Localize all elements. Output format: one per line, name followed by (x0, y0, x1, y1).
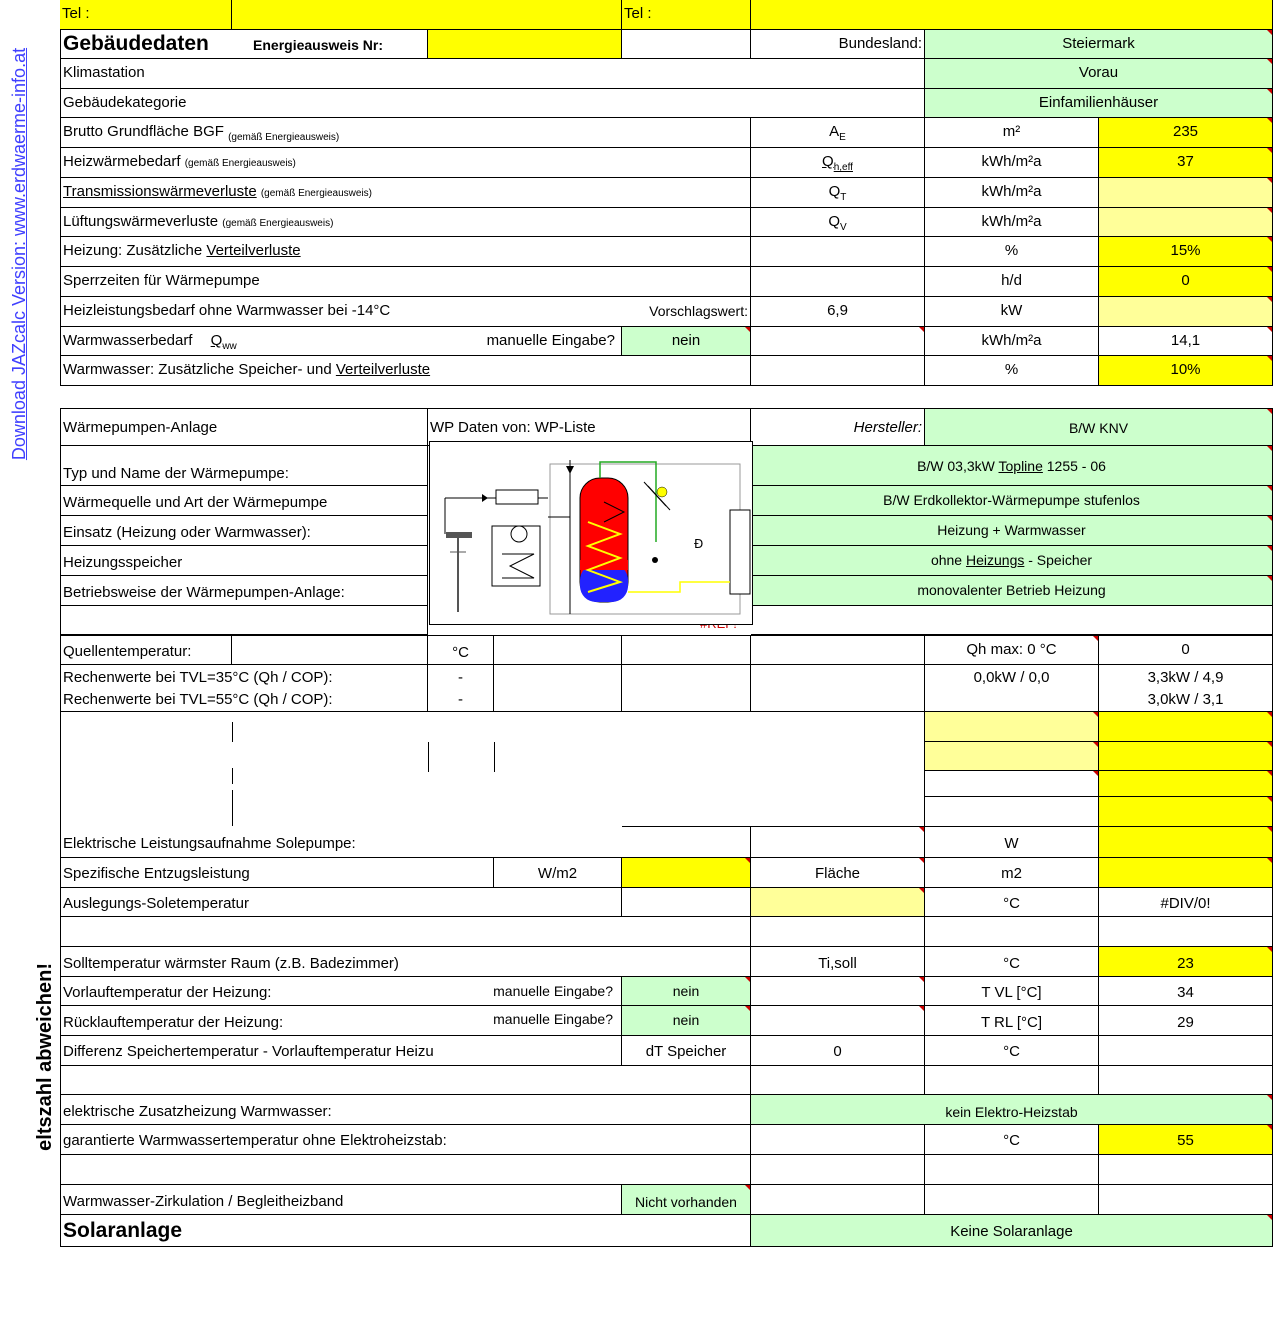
empty-cell (925, 771, 1099, 797)
garant-unit: °C (925, 1125, 1099, 1155)
heizl-vorschlag-label: Vorschlagswert: (622, 297, 751, 327)
wp-daten-von: WP Daten von: WP-Liste (428, 408, 751, 446)
ezh-label: elektrische Zusatzheizung Warmwasser: (60, 1095, 751, 1125)
typ-select[interactable]: B/W 03,3kW Topline 1255 - 06 (751, 446, 1273, 486)
tel-input-2[interactable] (751, 0, 1273, 30)
heizl-label: Heizleistungsbedarf ohne Warmwasser bei -14°C (60, 297, 622, 327)
soll-unit: °C (925, 947, 1099, 977)
wwv-label: Warmwasser: Zusätzliche Speicher- und Verteilverluste (60, 356, 751, 386)
extra-value-4[interactable] (1099, 797, 1273, 827)
empty-row (60, 1155, 751, 1185)
lueft-note: (gemäß Energieausweis) (222, 218, 334, 229)
vl-unit: T VL [°C] (925, 977, 1099, 1006)
diff-symbol: dT Speicher (622, 1036, 751, 1066)
empty-cell (622, 635, 751, 665)
empty-cell (1099, 1066, 1273, 1095)
lueft-label-cell (60, 208, 751, 237)
warning-text: eltszahl abweichen! (34, 963, 56, 1151)
betrieb-label: Betriebsweise der Wärmepumpen-Anlage: (60, 576, 428, 606)
hwb-unit: kWh/m²a (925, 148, 1099, 178)
bgf-symbol: $A_E$ (751, 118, 925, 148)
empty-cell (494, 635, 622, 665)
quelle-select[interactable]: B/W Erdkollektor-Wärmepumpe stufenlos (751, 486, 1273, 516)
solar-select[interactable]: Keine Solaranlage (751, 1215, 1273, 1247)
empty-cell (751, 1125, 925, 1155)
heatpump-diagram (429, 441, 753, 625)
empty-cell (622, 30, 751, 59)
soll-symbol: Ti,soll (751, 947, 925, 977)
energieausweis-input[interactable] (428, 30, 622, 59)
empty-cell (925, 1185, 1099, 1215)
rl-label: Rücklauftemperatur der Heizung: (63, 1014, 284, 1031)
empty-cell (925, 917, 1099, 947)
bgf-label: Brutto Grundfläche BGF (63, 123, 224, 140)
vl-label-cell (60, 977, 622, 1006)
empty-cell (751, 1155, 925, 1185)
rl-value: 29 (1099, 1006, 1273, 1036)
empty-cell (751, 267, 925, 297)
vl-label: Vorlauftemperatur der Heizung: (63, 984, 272, 1001)
klimastation-label: Klimastation (60, 59, 925, 89)
trans-label: Transmissionswärmeverluste (63, 183, 257, 200)
flaeche-label: Fläche (751, 858, 925, 888)
empty-cell (622, 665, 751, 712)
rw-dash-cell: - - (428, 665, 494, 712)
rl-manual-input[interactable] (751, 1006, 925, 1036)
solar-title: Solaranlage (60, 1215, 751, 1247)
ausleg-value: #DIV/0! (1099, 888, 1273, 917)
garant-input[interactable]: 55 (1099, 1125, 1273, 1155)
extra-input-1[interactable] (925, 712, 1099, 742)
diagram-svg (430, 442, 752, 624)
diff-value: 0 (751, 1036, 925, 1066)
vl-manual-select[interactable]: nein (622, 977, 751, 1006)
extra-value-1[interactable] (1099, 712, 1273, 742)
empty-cell (751, 237, 925, 267)
flaeche-input[interactable] (1099, 858, 1273, 888)
empty-cell (751, 827, 925, 858)
ezh-select[interactable]: kein Elektro-Heizstab (751, 1095, 1273, 1125)
typ-label: Typ und Name der Wärmepumpe: (60, 446, 428, 486)
rl-unit: T RL [°C] (925, 1006, 1099, 1036)
grid-line (60, 712, 61, 830)
ww-value: 14,1 (1099, 327, 1273, 356)
wwv-input[interactable]: 10% (1099, 356, 1273, 386)
empty-cell (622, 888, 751, 917)
einsatz-select[interactable]: Heizung + Warmwasser (751, 516, 1273, 546)
speicher-select[interactable]: ohne Heizungs - Speicher (751, 546, 1273, 576)
heizl-unit: kW (925, 297, 1099, 327)
tel-input-1[interactable] (232, 0, 622, 30)
hwb-input[interactable]: 37 (1099, 148, 1273, 178)
empty-cell (751, 665, 925, 712)
empty-cell (751, 635, 925, 665)
lueft-label: Lüftungswärmeverluste (63, 213, 219, 230)
flaeche-unit: m2 (925, 858, 1099, 888)
sperr-unit: h/d (925, 267, 1099, 297)
bgf-note: (gemäß Energieausweis) (228, 132, 340, 143)
empty-cell (751, 917, 925, 947)
rw-values (1099, 665, 1273, 712)
hwb-note: (gemäß Energieausweis) (184, 158, 296, 169)
lueft-input[interactable] (1099, 208, 1273, 237)
empty-row (60, 917, 751, 947)
hwb-label-cell (60, 148, 751, 178)
ww-manual-label: manuelle Eingabe? (486, 332, 615, 349)
empty-cell (1099, 917, 1273, 947)
rw55-label: Rechenwerte bei TVL=55°C (Qh / COP): (63, 691, 333, 708)
ausleg-input[interactable] (751, 888, 925, 917)
trans-unit: kWh/m²a (925, 178, 1099, 208)
speicher-label: Heizungsspeicher (60, 546, 428, 576)
quellentemp-label: Quellentemperatur: (60, 635, 232, 665)
trans-label-cell (60, 178, 751, 208)
empty-cell (925, 797, 1099, 827)
rl-manual-label: manuelle Eingabe? (493, 1011, 613, 1027)
qhmax-value: 0 (1099, 635, 1273, 665)
verteil-input[interactable]: 15% (1099, 237, 1273, 267)
kategorie-label: Gebäudekategorie (60, 89, 925, 118)
betrieb-select[interactable]: monovalenter Betrieb Heizung (751, 576, 1273, 606)
zirk-select[interactable]: Nicht vorhanden (622, 1185, 751, 1215)
bundesland-label: Bundesland: (751, 30, 925, 59)
empty-cell (751, 1185, 925, 1215)
quellentemp-input[interactable] (232, 635, 428, 665)
quellentemp-unit: °C (428, 635, 494, 665)
svg-text:Ð: Ð (694, 537, 704, 551)
trans-note: (gemäß Energieausweis) (260, 188, 373, 199)
ww-label: Warmwasserbedarf (63, 332, 193, 349)
empty-cell (60, 606, 428, 635)
garant-label: garantierte Warmwassertemperatur ohne Elektroheizstab: (60, 1125, 751, 1155)
rw-calc: 0,0kW / 0,0 (925, 665, 1099, 712)
extra-value-2[interactable] (1099, 742, 1273, 771)
einsatz-label: Einsatz (Heizung oder Warmwasser): (60, 516, 428, 546)
empty-cell (751, 356, 925, 386)
trans-symbol: $Q_T$ (751, 178, 925, 208)
empty-row (60, 1066, 751, 1095)
ww-manual-input[interactable] (751, 327, 925, 356)
empty-cell (1099, 1155, 1273, 1185)
empty-cell (494, 665, 622, 712)
rw55-value: 3,0kW / 3,1 (1147, 691, 1224, 708)
empty-cell (1099, 1036, 1273, 1066)
rw35-value: 3,3kW / 4,9 (1147, 669, 1224, 686)
tel-label-2: Tel : (622, 0, 751, 30)
verteil-unit: % (925, 237, 1099, 267)
extra-value-3[interactable] (1099, 771, 1273, 797)
ww-label-cell (60, 327, 622, 356)
trans-input[interactable] (1099, 178, 1273, 208)
entzug-label: Spezifische Entzugsleistung (60, 858, 494, 888)
ww-symbol: $Q_{ww}$ (210, 332, 237, 352)
klimastation-select[interactable]: Vorau (925, 59, 1273, 89)
wwv-unit: % (925, 356, 1099, 386)
empty-cell (751, 606, 1273, 635)
ww-manual-select[interactable]: nein (622, 327, 751, 356)
extra-input-2[interactable] (925, 742, 1099, 771)
empty-cell (751, 1066, 925, 1095)
lueft-unit: kWh/m²a (925, 208, 1099, 237)
ausleg-label: Auslegungs-Soletemperatur (60, 888, 622, 917)
heizl-vorschlag-value: 6,9 (751, 297, 925, 327)
rw-label-cell (60, 665, 428, 712)
verteil-label: Heizung: Zusätzliche Verteilverluste (60, 237, 751, 267)
gebaeude-header (60, 30, 428, 59)
wp-title: Wärmepumpen-Anlage (60, 408, 428, 446)
rl-label-cell (60, 1006, 622, 1036)
diff-label: Differenz Speichertemperatur - Vorlauftemperatur Heizu (60, 1036, 622, 1066)
sperr-input[interactable]: 0 (1099, 267, 1273, 297)
kategorie-select[interactable]: Einfamilienhäuser (925, 89, 1273, 118)
sperr-label: Sperrzeiten für Wärmepumpe (60, 267, 751, 297)
soll-label: Solltemperatur wärmster Raum (z.B. Badezimmer) (60, 947, 751, 977)
vl-value: 34 (1099, 977, 1273, 1006)
empty-cell (925, 1155, 1099, 1185)
zirk-label: Warmwasser-Zirkulation / Begleitheizband (60, 1185, 622, 1215)
bgf-label-cell (60, 118, 751, 148)
tel-label-1: Tel : (60, 0, 232, 30)
rl-manual-select[interactable]: nein (622, 1006, 751, 1036)
sole-input[interactable] (1099, 827, 1273, 858)
gebaeude-title: Gebäudedaten (63, 32, 209, 55)
bgf-input[interactable]: 235 (1099, 118, 1273, 148)
sole-unit: W (925, 827, 1099, 858)
soll-input[interactable]: 23 (1099, 947, 1273, 977)
entzug-unit: W/m2 (494, 858, 622, 888)
sole-label: Elektrische Leistungsaufnahme Solepumpe: (60, 827, 751, 858)
quelle-label: Wärmequelle und Art der Wärmepumpe (60, 486, 428, 516)
heizl-input[interactable] (1099, 297, 1273, 327)
hwb-label: Heizwärmebedarf (63, 153, 181, 170)
entzug-input[interactable] (622, 858, 751, 888)
empty-cell (925, 1066, 1099, 1095)
empty-cell (1099, 1185, 1273, 1215)
hersteller-label: Hersteller: (751, 408, 925, 446)
hwb-symbol: $Q_{h,eff}$ (751, 148, 925, 178)
bgf-unit: m² (925, 118, 1099, 148)
rw35-label: Rechenwerte bei TVL=35°C (Qh / COP): (63, 669, 333, 686)
hersteller-select[interactable]: B/W KNV (925, 408, 1273, 446)
diff-unit: °C (925, 1036, 1099, 1066)
vl-manual-label: manuelle Eingabe? (493, 983, 613, 999)
qhmax-label: Qh max: 0 °C (925, 635, 1099, 665)
bundesland-select[interactable]: Steiermark (925, 30, 1273, 59)
energieausweis-label: Energieausweis Nr: (253, 37, 383, 53)
vl-manual-input[interactable] (751, 977, 925, 1006)
lueft-symbol: $Q_V$ (751, 208, 925, 237)
download-link[interactable]: Download JAZcalc Version: www.erdwaerme-info.at (9, 47, 29, 461)
ausleg-unit: °C (925, 888, 1099, 917)
ww-unit: kWh/m²a (925, 327, 1099, 356)
